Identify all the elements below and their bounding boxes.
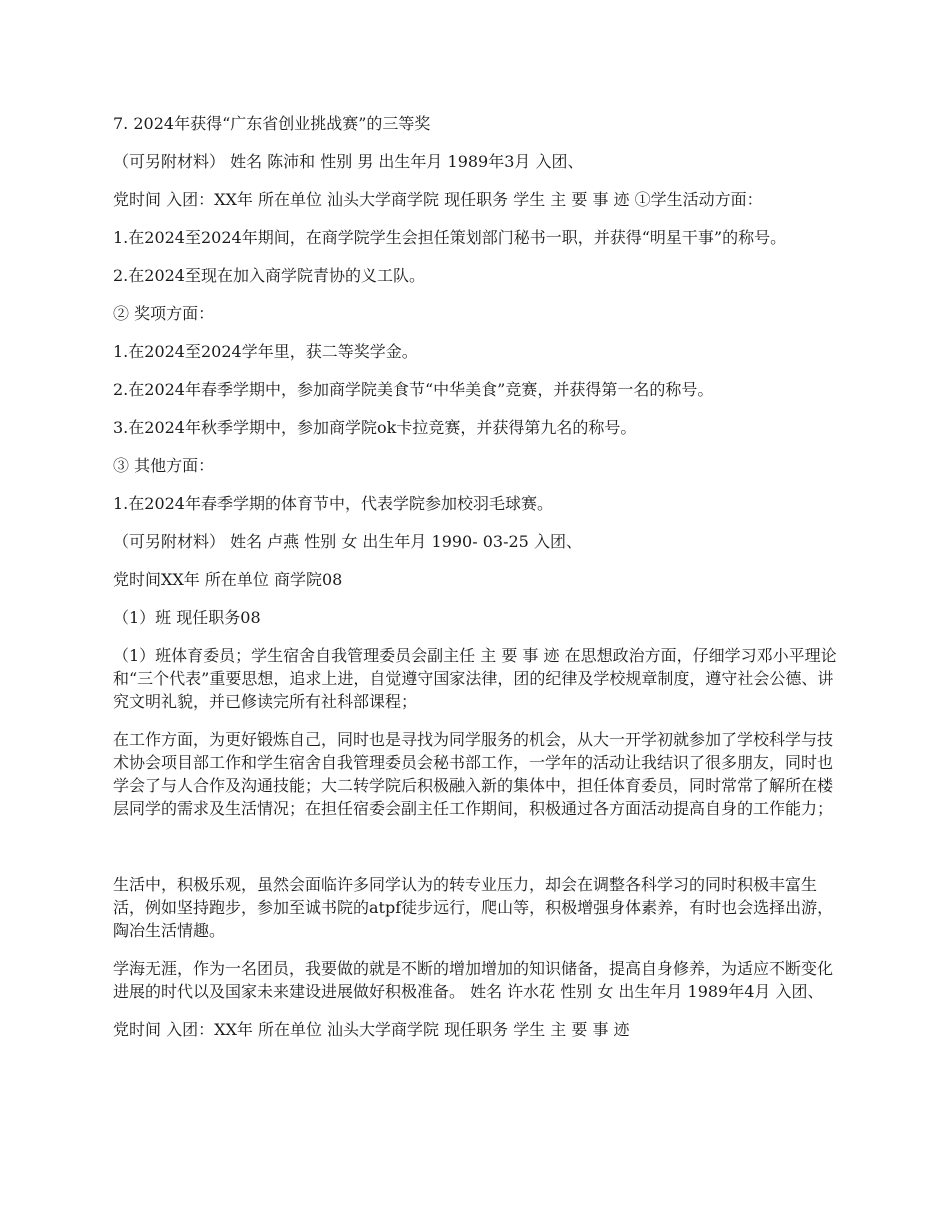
life-paragraph: 生活中，积极乐观，虽然会面临许多同学认为的转专业压力，却会在调整各科学习的同时积极丰富生活，例如坚持跑步，参加至诚书院的atpf徒步远行，爬山等，积极增强身体素养，有时也会选择出游，陶冶生活情趣。: [113, 875, 834, 940]
profile-2-deeds: （1）班体育委员；学生宿舍自我管理委员会副主任 主 要 事 迹 在思想政治方面，仔细学习邓小平理论和“三个代表”重要思想，追求上进，自觉遵守国家法律，团的纪律及学校规章制度，遵守社会公德、讲究文明礼貌，并已修读完所有社科部课程；: [113, 646, 837, 711]
other-item-1: 1.在2024年春季学期的体育节中，代表学院参加校羽毛球赛。: [113, 494, 553, 513]
other-heading: ③ 其他方面：: [113, 456, 215, 475]
award-item-2: 2.在2024年春季学期中，参加商学院美食节“中华美食”竞赛，并获得第一名的称号。: [113, 380, 714, 399]
activity-item-2: 2.在2024至现在加入商学院青协的义工队。: [113, 266, 425, 285]
award-item-1: 1.在2024至2024学年里，获二等奖学金。: [113, 342, 418, 361]
profile-1-info: 党时间 入团：XX年 所在单位 汕头大学商学院 现任职务 学生 主 要 事 迹 ①学生活动方面：: [113, 190, 763, 209]
profile-2-info: 党时间XX年 所在单位 商学院08: [113, 570, 343, 589]
award-item-3: 3.在2024年秋季学期中，参加商学院ok卡拉竞赛，并获得第九名的称号。: [113, 418, 637, 437]
paragraph-gap: [113, 835, 843, 873]
profile-2-class: （1）班 现任职务08: [113, 608, 261, 627]
awards-heading: ② 奖项方面：: [113, 304, 215, 323]
profile-3-info: 党时间 入团：XX年 所在单位 汕头大学商学院 现任职务 学生 主 要 事 迹: [113, 1020, 630, 1039]
profile-2-header: （可另附材料） 姓名 卢燕 性别 女 出生年月 1990- 03-25 入团、: [113, 532, 582, 551]
work-paragraph: 在工作方面，为更好锻炼自己，同时也是寻找为同学服务的机会，从大一开学初就参加了学校科学与技术协会项目部工作和学生宿舍自我管理委员会秘书部工作，一学年的活动让我结识了很多朋友，同时也学会了与人合作及沟通技能；大二转学院后积极融入新的集体中，担任体育委员，同时常常了解所在楼层同学的需求及生活情况；在担任宿委会副主任工作期间，积极通过各方面活动提高自身的工作能力；: [113, 730, 834, 818]
award-line: 7. 2024年获得“广东省创业挑战赛”的三等奖: [113, 114, 431, 133]
profile-1-header: （可另附材料） 姓名 陈沛和 性别 男 出生年月 1989年3月 入团、: [113, 152, 584, 171]
study-paragraph: 学海无涯，作为一名团员，我要做的就是不断的增加增加的知识储备，提高自身修养，为适应不断变化进展的时代以及国家未来建设进展做好积极准备。 姓名 许水花 性别 女 出生年月 1989年4月 入团、: [113, 959, 834, 1001]
document-page: [113, 112, 843, 1056]
activity-item-1: 1.在2024至2024年期间，在商学院学生会担任策划部门秘书一职，并获得“明星干事”的称号。: [113, 228, 787, 247]
